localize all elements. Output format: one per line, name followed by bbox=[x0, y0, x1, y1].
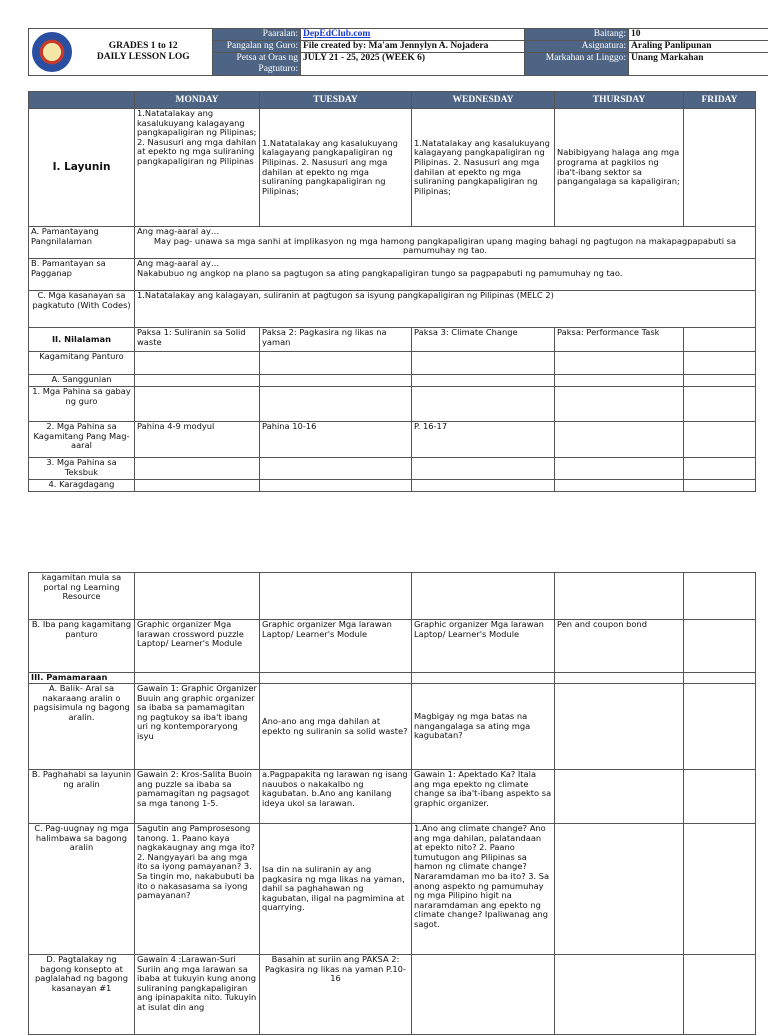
teacher-value: File created by: Ma'am Jennylyn A. Nojadera bbox=[301, 41, 525, 53]
kagamitang-mon: Pahina 4-9 modyul bbox=[135, 422, 260, 458]
deped-seal-icon bbox=[32, 32, 72, 72]
teksbuk-row bbox=[29, 458, 756, 480]
kagamitang-tue: Pahina 10-16 bbox=[260, 422, 412, 458]
nilalaman-mon: Paksa 1: Suliranin sa Solid waste bbox=[135, 328, 260, 352]
kagamitang-mag-aaral-row bbox=[29, 422, 756, 458]
iba-pang-label: B. Iba pang kagamitang panturo bbox=[29, 620, 135, 673]
layunin-tue: 1.Natatalakay ang kasalukuyang kalagayang pangkapaligiran ng Pilipinas. 2. Nasusuri ang mga dahilan at epekto ng mga suliraning pangkapaligiran ng Pilipinas; bbox=[260, 109, 412, 227]
nilalaman-thu: Paksa: Performance Task bbox=[555, 328, 684, 352]
pagtalakay-tue: Basahin at suriin ang PAKSA 2: Pagkasira ng likas na yaman P.10-16 bbox=[260, 955, 412, 1035]
iba-pang-thu: Pen and coupon bond bbox=[555, 620, 684, 673]
pagtalakay-label: D. Pagtalakay ng bagong konsepto at paglalahad ng bagong kasanayan #1 bbox=[29, 955, 135, 1035]
nilalaman-fri bbox=[684, 328, 756, 352]
karagdagang-cont-label: kagamitan mula sa portal ng Learning Resource bbox=[29, 573, 135, 620]
pamamaraan-row bbox=[29, 673, 756, 684]
balik-aral-mon: Gawain 1: Graphic Organizer Buuin ang graphic organizer sa ibaba sa pamamagitan ng pagtukoy sa iba't ibang uri ng kontemporaryong isyu bbox=[135, 684, 260, 770]
days-header-row bbox=[29, 92, 756, 109]
gabay-guro-row bbox=[29, 387, 756, 422]
pangnilalaman-text: May pag- unawa sa mga sanhi at implikasyon ng mga hamong pangkapaligiran upang maging bahagi ng pagtugon na makapagpapabuti sa pamumuhay ng tao. bbox=[137, 237, 753, 256]
lesson-table-page1 bbox=[28, 91, 756, 492]
iba-pang-wed: Graphic organizer Mga larawan Laptop/ Learner's Module bbox=[412, 620, 555, 673]
pagganap-text: Nakabubuo ng angkop na plano sa pagtugon sa ating pangkapaligiran tungo sa pagpapabuti ng pamumuhay ng tao. bbox=[137, 269, 753, 279]
pamantayang-pangnilalaman-label: A. Pamantayang Pangnilalaman bbox=[29, 227, 135, 259]
kagamitang-panturo-label: Kagamitang Panturo bbox=[29, 352, 135, 375]
karagdagang-row bbox=[29, 480, 756, 492]
pagganap-intro: Ang mag-aaral ay… bbox=[137, 259, 753, 269]
iba-pang-tue: Graphic organizer Mga larawan Laptop/ Learner's Module bbox=[260, 620, 412, 673]
paghahabi-tue: a.Pagpapakita ng larawan ng isang nauubos o nakakalbo ng kagubatan. b.Ano ang kanilang ideya ukol sa larawan. bbox=[260, 770, 412, 824]
iba-pang-row bbox=[29, 620, 756, 673]
iba-pang-mon: Graphic organizer Mga larawan crossword puzzle Laptop/ Learner's Module bbox=[135, 620, 260, 673]
layunin-mon: 1.Natatalakay ang kasalukuyang kalagayang pangkapaligiran ng Pilipinas; 2. Nasusuri ang mga dahilan at epekto ng mga suliraning pangkapaligiran ng Pilipinas bbox=[135, 109, 260, 227]
title-cell bbox=[75, 29, 213, 76]
layunin-fri bbox=[684, 109, 756, 227]
pag-uugnay-label: C. Pag-uugnay ng mga halimbawa sa bagong aralin bbox=[29, 824, 135, 955]
sanggunian-row bbox=[29, 375, 756, 387]
gabay-guro-label: 1. Mga Pahina sa gabay ng guro bbox=[29, 387, 135, 422]
sanggunian-label: A. Sanggunian bbox=[29, 375, 135, 387]
date-label: Petsa at Oras ng Pagtuturo: bbox=[213, 53, 301, 76]
pagtalakay-row bbox=[29, 955, 756, 1035]
kasanayan-row bbox=[29, 291, 756, 328]
karagdagang-label: 4. Karagdagang bbox=[29, 480, 135, 492]
balik-aral-label: A. Balik- Aral sa nakaraang aralin o pagsisimula ng bagong aralin. bbox=[29, 684, 135, 770]
day-wednesday: WEDNESDAY bbox=[412, 92, 555, 109]
date-value: JULY 21 - 25, 2025 (WEEK 6) bbox=[301, 53, 525, 76]
paghahabi-mon: Gawain 2: Kros-Salita Buoin ang puzzle sa ibaba sa pamamagitan ng pagsagot sa mga tanong 1-5. bbox=[135, 770, 260, 824]
school-value bbox=[301, 29, 525, 41]
logo-cell bbox=[29, 29, 75, 76]
nilalaman-wed: Paksa 3: Climate Change bbox=[412, 328, 555, 352]
day-friday: FRIDAY bbox=[684, 92, 756, 109]
paghahabi-row bbox=[29, 770, 756, 824]
layunin-row bbox=[29, 109, 756, 227]
title-line1: GRADES 1 to 12 bbox=[77, 41, 211, 52]
lesson-table-page2 bbox=[28, 572, 756, 1035]
layunin-thu: Nabibigyang halaga ang mga programa at pagkilos ng iba't-ibang sektor sa pangangalaga sa kapaligiran; bbox=[555, 109, 684, 227]
school-label: Paaralan: bbox=[213, 29, 301, 41]
pag-uugnay-row bbox=[29, 824, 756, 955]
layunin-label: I. Layunin bbox=[29, 109, 135, 227]
karagdagang-cont-row bbox=[29, 573, 756, 620]
paghahabi-label: B. Paghahabi sa layunin ng aralin bbox=[29, 770, 135, 824]
blank-header bbox=[29, 92, 135, 109]
kagamitang-mag-aaral-label: 2. Mga Pahina sa Kagamitang Pang Mag-aaral bbox=[29, 422, 135, 458]
kasanayan-value: 1.Natatalakay ang kalagayan, suliranin at pagtugon sa isyung pangkapaligiran ng Pilipinas (MELC 2) bbox=[135, 291, 756, 328]
title-line2: DAILY LESSON LOG bbox=[77, 52, 211, 63]
day-tuesday: TUESDAY bbox=[260, 92, 412, 109]
grade-label: Baitang: bbox=[525, 29, 629, 41]
kasanayan-label: C. Mga kasanayan sa pagkatuto (With Codes) bbox=[29, 291, 135, 328]
pamantayan-pagganap-value bbox=[135, 259, 756, 291]
layunin-wed: 1.Natatalakay ang kasalukuyang kalagayang pangkapaligiran ng Pilipinas. 2. Nasusuri ang mga dahilan at epekto ng mga suliraning pangkapaligiran ng Pilipinas; bbox=[412, 109, 555, 227]
pag-uugnay-wed: 1.Ano ang climate change? Ano ang mga dahilan, palatandaan at epekto nito? 2. Paano tumutugon ang Pilipinas sa hamon ng climate change? Nararamdaman mo ba ito? 3. Sa anong aspekto ng pamumuhay ng mga Pilipino higit na nararamdaman ang epekto ng climate change? Ipaliwanag ang sagot. bbox=[412, 824, 555, 955]
teksbuk-label: 3. Mga Pahina sa Teksbuk bbox=[29, 458, 135, 480]
paghahabi-wed: Gawain 1: Apektado Ka? Itala ang mga epekto ng climate change sa iba't-ibang aspekto sa graphic organizer. bbox=[412, 770, 555, 824]
day-thursday: THURSDAY bbox=[555, 92, 684, 109]
quarter-label: Markahan at Linggo: bbox=[525, 53, 629, 76]
pag-uugnay-mon: Sagutin ang Pamprosesong tanong. 1. Paano kaya nagkakaugnay ang mga ito? 2. Nangyayari ba ang mga ito sa iyong pamayanan? 3. Sa tingin mo, nakabubuti ba ito o nakasasama sa iyong pamayanan? bbox=[135, 824, 260, 955]
pangnilalaman-intro: Ang mag-aaral ay… bbox=[137, 227, 753, 237]
balik-aral-row bbox=[29, 684, 756, 770]
pag-uugnay-tue: Isa din na suliranin ay ang pagkasira ng mga likas na yaman, dahil sa paghahawan ng kagubatan, iligal na pagmimina at quarrying. bbox=[260, 824, 412, 955]
nilalaman-row bbox=[29, 328, 756, 352]
header-table bbox=[28, 28, 768, 76]
kagamitang-wed: P. 16-17 bbox=[412, 422, 555, 458]
kagamitang-panturo-row bbox=[29, 352, 756, 375]
pamamaraan-label: III. Pamamaraan bbox=[29, 673, 135, 684]
nilalaman-label: II. Nilalaman bbox=[29, 328, 135, 352]
quarter-value: Unang Markahan bbox=[629, 53, 768, 76]
pagtalakay-mon: Gawain 4 :Larawan-Suri Suriin ang mga larawan sa ibaba at tukuyin kung anong suliraning pangkapaligiran ang ipinapakita nito. Tukuyin at isulat din ang bbox=[135, 955, 260, 1035]
pamantayang-pangnilalaman-value bbox=[135, 227, 756, 259]
subject-label: Asignatura: bbox=[525, 41, 629, 53]
balik-aral-wed: Magbigay ng mga batas na nangangalaga sa ating mga kagubatan? bbox=[412, 684, 555, 770]
school-link[interactable]: DepEdClub.com bbox=[303, 29, 370, 39]
pamantayan-pagganap-row bbox=[29, 259, 756, 291]
balik-aral-tue: Ano-ano ang mga dahilan at epekto ng suliranin sa solid waste? bbox=[260, 684, 412, 770]
subject-value: Araling Panlipunan bbox=[629, 41, 768, 53]
nilalaman-tue: Paksa 2: Pagkasira ng likas na yaman bbox=[260, 328, 412, 352]
teacher-label: Pangalan ng Guro: bbox=[213, 41, 301, 53]
pamantayang-pangnilalaman-row bbox=[29, 227, 756, 259]
grade-value: 10 bbox=[629, 29, 768, 41]
day-monday: MONDAY bbox=[135, 92, 260, 109]
pamantayan-pagganap-label: B. Pamantayan sa Pagganap bbox=[29, 259, 135, 291]
